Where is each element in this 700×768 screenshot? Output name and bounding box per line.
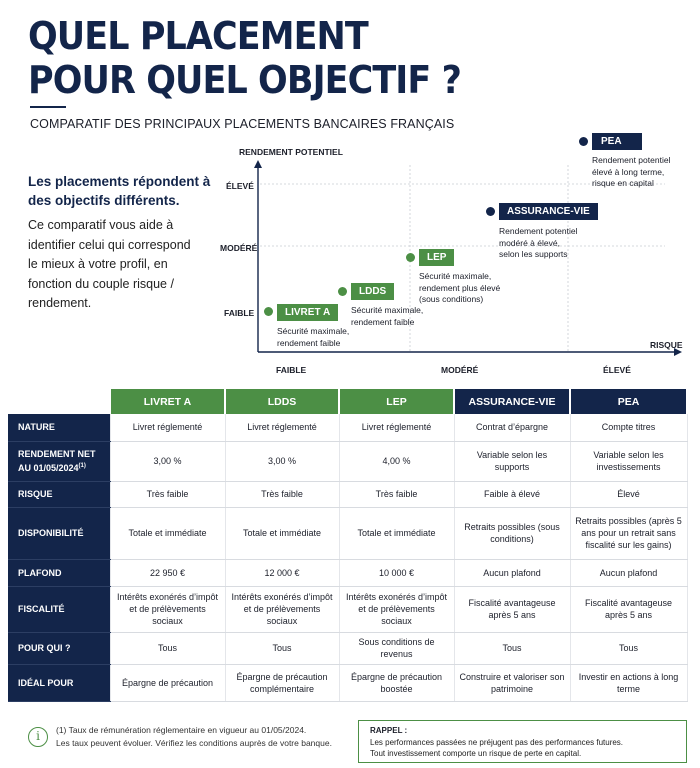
desc-lep-line2: rendement plus élevé [419,282,501,293]
column-header-livret-a: LIVRET A [110,389,225,414]
point-lep [406,253,415,262]
rappel-line-2: Tout investissement comporte un risque de perte en capital. [370,749,582,758]
page-subtitle: COMPARATIF DES PRINCIPAUX PLACEMENTS BANCAIRES FRANÇAIS [30,117,455,131]
row-label-risque: RISQUE [8,481,110,507]
desc-livret-a-line1: Sécurité maximale, [277,326,350,336]
table-row [8,414,687,441]
rappel-title: RAPPEL : [370,726,408,735]
desc-pea-line3: risque en capital [592,178,654,188]
table-cell: Sous conditions de revenus [339,632,454,664]
table-cell: Épargne de précaution complémentaire [225,664,339,701]
table-cell: Construire et valoriser son patrimoine [454,664,570,701]
row-label-ideal-pour: IDÉAL POUR [8,664,110,701]
table-cell: Retraits possibles (après 5 ans pour un retrait sans fiscalité sur les gains) [570,507,687,559]
y-tick-mid: MODÉRÉ [220,243,258,253]
rappel-line-1: Les performances passées ne préjugent pas des performances futures. [370,737,624,747]
table-cell: Tous [454,632,570,664]
table-header-row [8,389,687,414]
table-cell: Très faible [225,481,339,507]
table-row [8,632,687,664]
point-ldds [338,287,347,296]
table-cell: Aucun plafond [454,559,570,586]
desc-assurance-vie-line2: modéré à élevé, [499,237,560,248]
footnote-line-1: (1) Taux de rémunération réglementaire en vigueur au 01/05/2024. [56,725,307,735]
row-label-fiscalite: FISCALITÉ [8,586,110,632]
label-livret-a: LIVRET A [277,304,338,321]
table-cell: Retraits possibles (sous conditions) [454,507,570,559]
point-livret-a [264,307,273,316]
title-line-1: QUEL PLACEMENT [28,14,368,58]
intro-headline: Les placements répondent à des objectifs différents. [28,174,211,208]
x-axis-title: RISQUE [650,340,683,350]
table-row [8,481,687,507]
table-cell: Totale et immédiate [110,507,225,559]
desc-ldds-line2: rendement faible [351,316,415,327]
x-tick-high: ÉLEVÉ [603,365,631,375]
info-icon: i [28,727,48,747]
label-assurance-vie: ASSURANCE-VIE [499,203,598,220]
header-blank [8,389,110,414]
row-label-disponibilite: DISPONIBILITÉ [8,507,110,559]
table-cell: Totale et immédiate [339,507,454,559]
desc-pea [592,155,670,190]
table-cell: Variable selon les supports [454,441,570,481]
point-pea [579,137,588,146]
table-cell: 4,00 % [339,441,454,481]
table-cell: Aucun plafond [570,559,687,586]
desc-livret-a [277,326,349,349]
column-header-ldds: LDDS [225,389,339,414]
risk-return-chart [0,0,700,380]
rappel-box [358,720,687,763]
table-cell: Intérêts exonérés d’impôt et de prélèvements sociaux [339,586,454,632]
x-tick-low: FAIBLE [276,365,307,375]
table-cell: Très faible [110,481,225,507]
footnote-line-2: Les taux peuvent évoluer. Vérifiez les conditions auprès de votre banque. [56,738,332,748]
comparison-table [8,389,688,702]
label-ldds: LDDS [351,283,394,300]
y-tick-high: ÉLEVÉ [226,181,254,191]
row-label-pour-qui: POUR QUI ? [8,632,110,664]
table-cell: Fiscalité avantageuse après 5 ans [454,586,570,632]
table-cell: 12 000 € [225,559,339,586]
y-tick-low: FAIBLE [224,308,255,318]
row-label-nature: NATURE [8,414,110,441]
table-cell: Intérêts exonérés d’impôt et de prélèvements sociaux [110,586,225,632]
table-cell: 10 000 € [339,559,454,586]
desc-pea-line1: Rendement potentiel [592,155,671,165]
table-cell: Contrat d’épargne [454,414,570,441]
table-cell: Variable selon les investissements [570,441,687,481]
table-cell: Livret réglementé [225,414,339,441]
table-cell: Livret réglementé [110,414,225,441]
desc-assurance-vie-line1: Rendement potentiel [499,226,578,236]
table-cell: 3,00 % [110,441,225,481]
table-cell: Très faible [339,481,454,507]
intro-body: Ce comparatif vous aide à identifier celui qui correspond le mieux à votre profil, en fonction du couple risque / rendement. [28,218,191,310]
desc-ldds-line1: Sécurité maximale, [351,305,424,315]
column-header-assurance-vie: ASSURANCE-VIE [454,389,570,414]
table-cell: Élevé [570,481,687,507]
row-label-rendement-text: RENDEMENT NET AU 01/05/2024 [18,449,96,473]
y-axis-title: RENDEMENT POTENTIEL [239,147,343,157]
x-tick-mid: MODÉRÉ [441,365,479,375]
desc-lep [419,271,500,306]
desc-ldds [351,305,423,328]
table-cell: Totale et immédiate [225,507,339,559]
table-row [8,441,687,481]
table-cell: Investir en actions à long terme [570,664,687,701]
desc-livret-a-line2: rendement faible [277,337,341,348]
table-cell: Épargne de précaution boostée [339,664,454,701]
table-row [8,507,687,559]
table-cell: 22 950 € [110,559,225,586]
desc-assurance-vie-line3: selon les supports [499,249,568,259]
table-cell: Tous [225,632,339,664]
column-header-pea: PEA [570,389,687,414]
table-row [8,586,687,632]
label-pea: PEA [592,133,642,150]
chart-axes [0,0,700,380]
table-cell: Faible à élevé [454,481,570,507]
footnote [56,724,332,750]
title-line-2: POUR QUEL OBJECTIF ? [28,58,461,102]
desc-lep-line1: Sécurité maximale, [419,271,492,281]
desc-pea-line2: élevé à long terme, [592,166,665,177]
table-row [8,664,687,701]
table-cell: Tous [110,632,225,664]
table-cell: Épargne de précaution [110,664,225,701]
table-cell: Compte titres [570,414,687,441]
y-axis-arrow [254,160,262,168]
point-assurance-vie [486,207,495,216]
table-cell: Tous [570,632,687,664]
row-label-rendement [8,441,110,481]
column-header-lep: LEP [339,389,454,414]
label-lep: LEP [419,249,454,266]
table-cell: Intérêts exonérés d’impôt et de prélèvements sociaux [225,586,339,632]
table-cell: Livret réglementé [339,414,454,441]
table-cell: Fiscalité avantageuse après 5 ans [570,586,687,632]
desc-assurance-vie [499,226,577,261]
row-label-plafond: PLAFOND [8,559,110,586]
table-cell: 3,00 % [225,441,339,481]
desc-lep-line3: (sous conditions) [419,294,484,304]
table-row [8,559,687,586]
footnote-marker: (1) [78,463,86,469]
